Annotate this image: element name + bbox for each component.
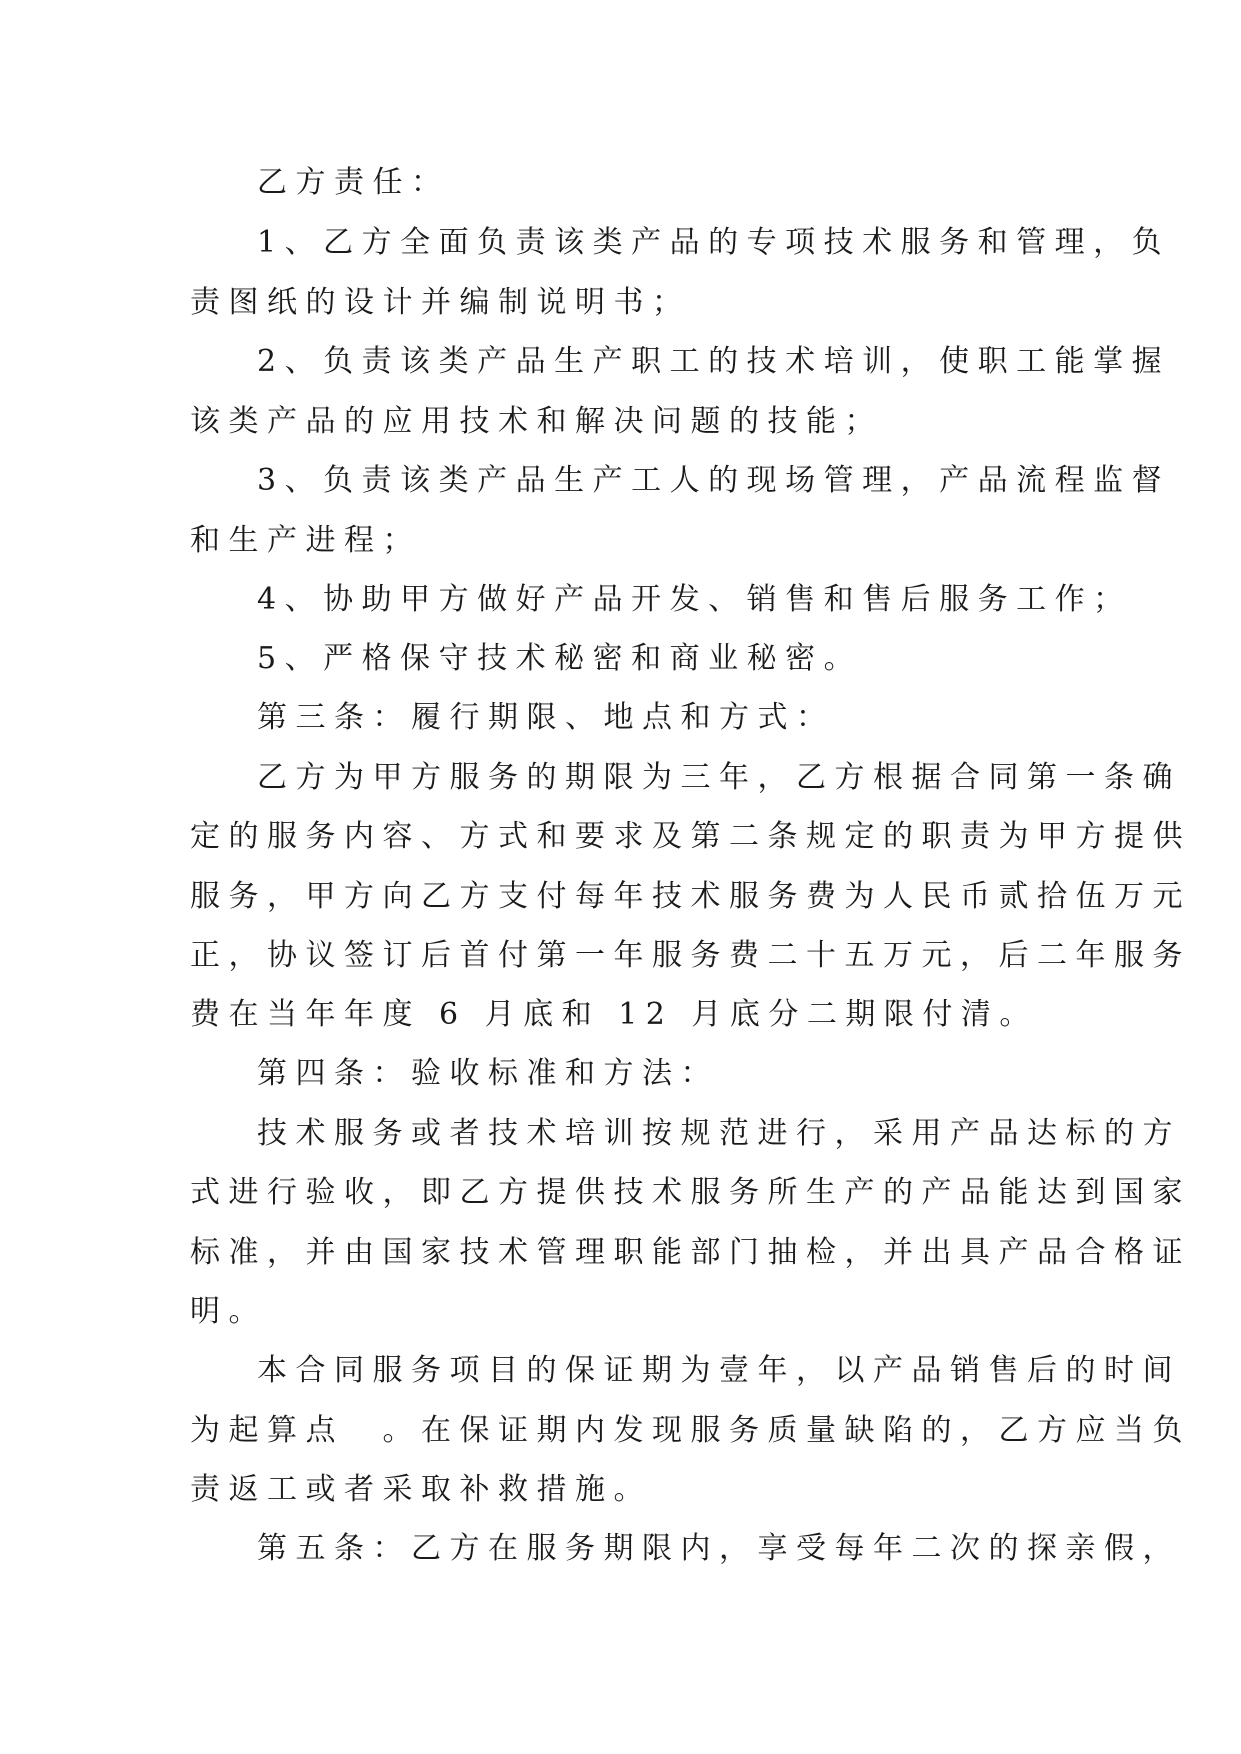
- paragraph-line: 3、负责该类产品生产工人的现场管理，产品流程监督: [257, 463, 1171, 498]
- paragraph-line: 服务，甲方向乙方支付每年技术服务费为人民币贰拾伍万元: [190, 879, 1191, 914]
- paragraph-line: 定的服务内容、方式和要求及第二条规定的职责为甲方提供: [190, 819, 1191, 854]
- paragraph-line: 正，协议签订后首付第一年服务费二十五万元，后二年服务: [190, 938, 1191, 973]
- paragraph-line: 责返工或者采取补救措施。: [190, 1472, 652, 1507]
- article-four-heading: 第四条：验收标准和方法：: [257, 1056, 719, 1091]
- paragraph-line: 技术服务或者技术培训按规范进行，采用产品达标的方: [257, 1116, 1181, 1151]
- paragraph-line: 明。: [190, 1294, 267, 1329]
- paragraph-line: 4、协助甲方做好产品开发、销售和售后服务工作；: [257, 582, 1132, 617]
- paragraph-line: 5、严格保守技术秘密和商业秘密。: [257, 641, 863, 676]
- article-three-heading: 第三条：履行期限、地点和方式：: [257, 700, 835, 735]
- paragraph-line: 该类产品的应用技术和解决问题的技能；: [190, 404, 883, 439]
- paragraph-line: 1、乙方全面负责该类产品的专项技术服务和管理，负: [257, 225, 1171, 260]
- paragraph-line: 和生产进程；: [190, 523, 421, 558]
- paragraph-line: 2、负责该类产品生产职工的技术培训，使职工能掌握: [257, 344, 1171, 379]
- paragraph-line: 式进行验收，即乙方提供技术服务所生产的产品能达到国家: [190, 1175, 1191, 1210]
- paragraph-line: 为起算点 。在保证期内发现服务质量缺陷的，乙方应当负: [190, 1413, 1191, 1448]
- heading-party-b-responsibilities: 乙方责任：: [257, 165, 450, 200]
- paragraph-line: 责图纸的设计并编制说明书；: [190, 285, 691, 320]
- paragraph-line: 费在当年年度 6 月底和 12 月底分二期限付清。: [190, 997, 1038, 1032]
- paragraph-line: 标准，并由国家技术管理职能部门抽检，并出具产品合格证: [190, 1235, 1191, 1270]
- paragraph-line: 本合同服务项目的保证期为壹年，以产品销售后的时间: [257, 1353, 1181, 1388]
- paragraph-line: 乙方为甲方服务的期限为三年，乙方根据合同第一条确: [257, 760, 1181, 795]
- article-five-line: 第五条：乙方在服务期限内，享受每年二次的探亲假，: [257, 1531, 1181, 1566]
